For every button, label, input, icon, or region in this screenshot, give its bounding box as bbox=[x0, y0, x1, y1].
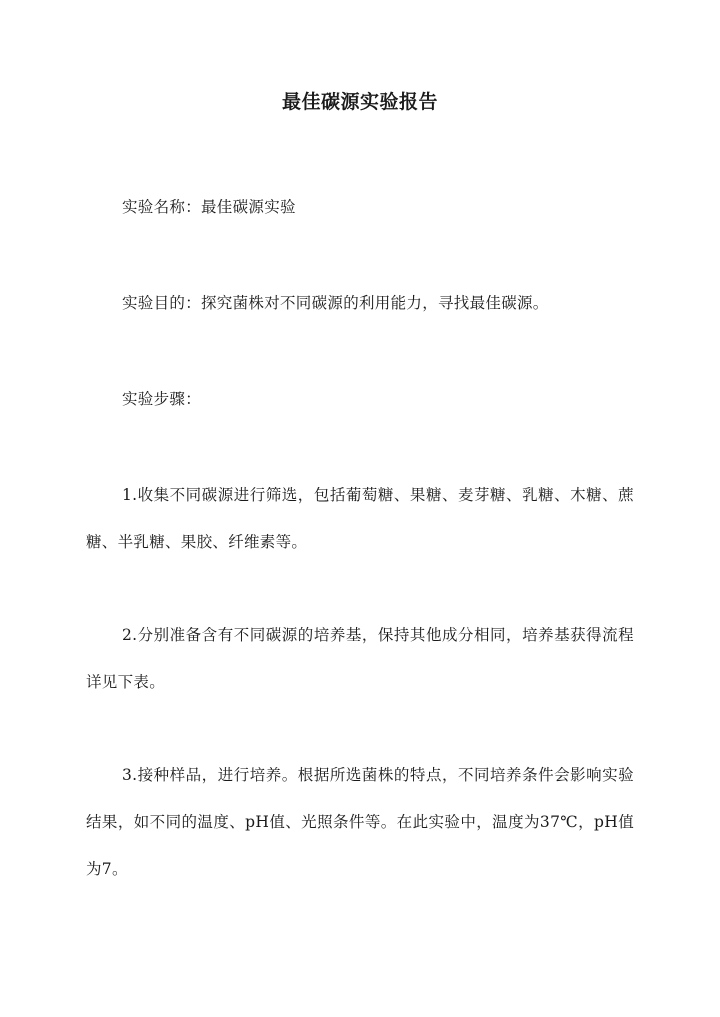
step-1-paragraph: 1.收集不同碳源进行筛选，包括葡萄糖、果糖、麦芽糖、乳糖、木糖、蔗糖、半乳糖、果胶、纤维素等。 bbox=[86, 486, 634, 551]
document-title: 最佳碳源实验报告 bbox=[281, 91, 438, 113]
experiment-name-paragraph: 实验名称：最佳碳源实验 bbox=[122, 198, 296, 216]
experiment-purpose-paragraph: 实验目的：探究菌株对不同碳源的利用能力，寻找最佳碳源。 bbox=[122, 294, 549, 312]
step-2-paragraph: 2.分别准备含有不同碳源的培养基，保持其他成分相同，培养基获得流程详见下表。 bbox=[86, 626, 634, 691]
step-3-paragraph: 3.接种样品，进行培养。根据所选菌株的特点，不同培养条件会影响实验结果，如不同的温度、pH值、光照条件等。在此实验中，温度为37℃，pH值为7。 bbox=[86, 766, 634, 878]
experiment-steps-heading: 实验步骤： bbox=[122, 390, 202, 408]
